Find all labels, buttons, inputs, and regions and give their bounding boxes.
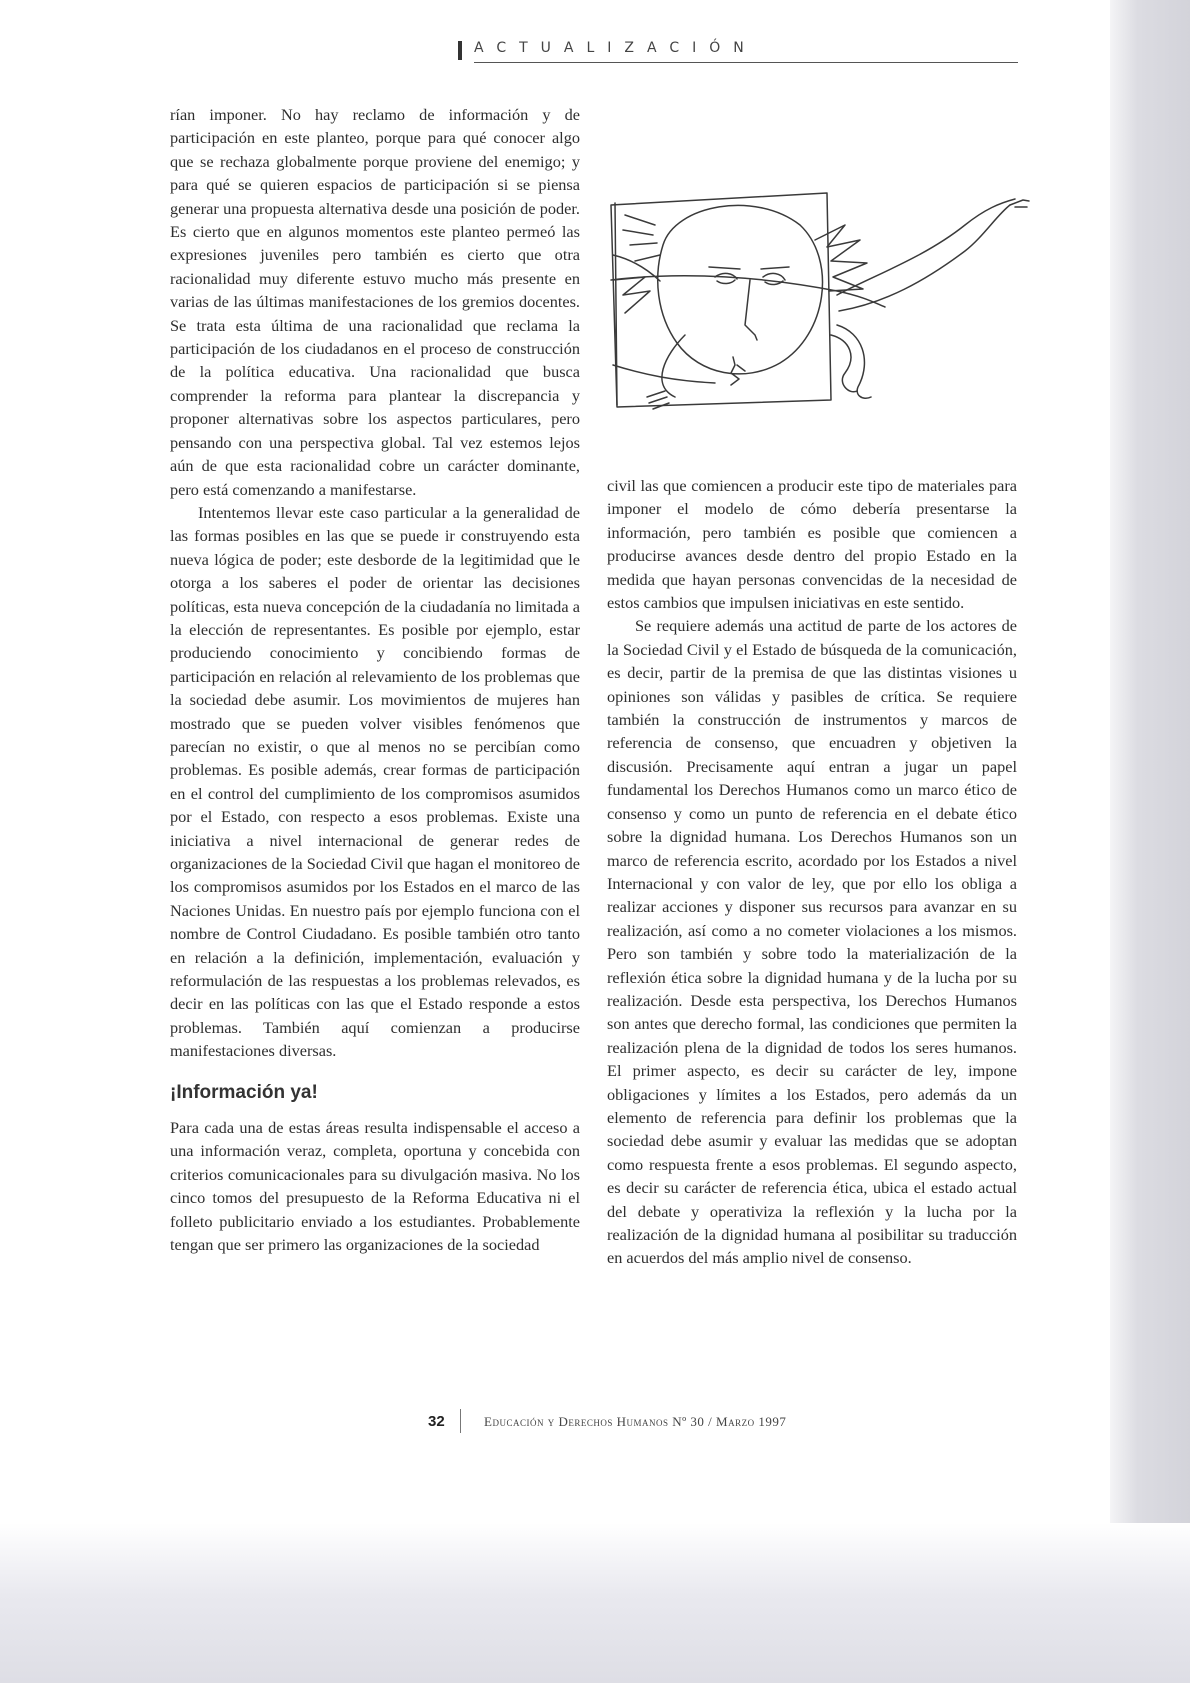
section-title: ACTUALIZACIÓN	[474, 40, 757, 56]
paragraph: civil las que comiencen a producir este tipo de materiales para imponer el modelo de cómo debería presentarse la información, pero también es posible que comiencen a producirse avances desde dentro del propio Estado en la medida que hayan personas convencidas de la necesidad de estos cambios que impulsen iniciativas en este sentido.	[607, 476, 1017, 613]
header-bar	[458, 41, 462, 60]
paragraph: Se requiere además una actitud de parte de los actores de la Sociedad Civil y el Estado de búsqueda de la comunicación, es decir, partir de la premisa de que las distintas visiones u opiniones son válidas y pasibles de crítica. Se requiere también la construcción de instrumentos y marcos de referencia de consenso, que encuadren y objetiven la discusión. Precisamente aquí entran a jugar un papel fundamental los Derechos Humanos como un marco ético de consenso y como un punto de referencia en el debate ético sobre la dignidad humana. Los Derechos Humanos son un marco de referencia escrito, acordado por los Estados a nivel Internacional y con valor de ley, que por ello los obliga a realizar acciones y disponer sus recursos para avanzar en su realización, así como a no cometer violaciones a los mismos. Pero son también y sobre todo la materialización de la reflexión ética sobre la dignidad humana y de la lucha por su realización. Desde esta perspectiva, los Derechos Humanos son antes que derecho formal, las condiciones que permiten la realización plena de la dignidad de todos los seres humanos. El primer aspecto, es decir su carácter de ley, impone obligaciones y límites a los Estados, pero además da un elemento de referencia para definir los problemas que la sociedad debe asumir y evaluar las medidas que se adoptan como respuesta frente a esos problemas. El segundo aspecto, es decir su carácter de referencia ética, ubica el estado actual del debate y operativiza la reflexión y la lucha por la realización de la dignidad humana al posibilitar su traducción en acuerdos del más amplio nivel de consenso.	[607, 616, 1017, 1268]
paragraph: Intentemos llevar este caso particular a la generalidad de las formas posibles en las que se puede ir construyendo esta nueva lógica de poder; este desborde de la legitimidad que le otorga a los saberes el poder de orientar las decisiones políticas, esta nueva concepción de la ciudadanía no limitada a la elección de representantes. Es posible por ejemplo, estar produciendo conocimiento y concibiendo formas de participación en relación al relevamiento de los problemas que la sociedad debe asumir. Los movimientos de mujeres han mostrado que se pueden volver visibles fenómenos que parecían no existir, o que al menos no se percibían como problemas. Es posible además, crear formas de participación en el control del cumplimiento de los compromisos asumidos por el Estado, con respecto a esos problemas. Existe una iniciativa a nivel internacional de generar redes de organizaciones de la Sociedad Civil que hagan el monitoreo de los compromisos asumidos por los Estados en el marco de las Naciones Unidas. En nuestro país por ejemplo funciona con el nombre de Control Ciudadano. Es posible también otro tanto en relación a la definición, implementación, evaluación y reformulación de las respuestas a los problemas relevados, es decir en las políticas con las que el Estado responde a estos problemas. También aquí comienzan a producirse manifestaciones diversas.	[170, 502, 580, 1061]
page-footer	[428, 1413, 888, 1435]
footer-separator	[460, 1409, 461, 1433]
header-rule	[474, 62, 1018, 64]
journal-citation: Educación y Derechos Humanos Nº 30 / Marzo 1997	[484, 1414, 787, 1429]
line-drawing-illustration	[605, 185, 1055, 430]
running-header	[458, 38, 1018, 66]
scan-shadow-right	[1110, 0, 1190, 1683]
paragraph: Para cada una de estas áreas resulta indispensable el acceso a una información veraz, completa, oportuna y concebida con criterios comunicacionales para su divulgación masiva. No los cinco tomos del presupuesto de la Reforma Educativa ni el folleto publicitario enviado a los estudiantes. Probablemente tengan que ser primero las organizaciones de la sociedad	[170, 1118, 580, 1255]
right-column	[607, 474, 1017, 1270]
page-number: 32	[428, 1413, 445, 1430]
section-heading: ¡Información ya!	[170, 1081, 318, 1103]
scan-shadow-bottom	[0, 1523, 1190, 1683]
paragraph: rían imponer. No hay reclamo de información y de participación en este planteo, porque para qué conocer algo que se rechaza globalmente porque proviene del enemigo; y para qué se quieren espacios de participación si se piensa generar una propuesta alternativa desde una posición de poder. Es cierto que en algunos momentos este planteo permeó las expresiones juveniles pero también es cierto que otra racionalidad muy diferente estuvo mucho más presente en varias de las últimas manifestaciones de los gremios docentes. Se trata esta última de una racionalidad que reclama la participación de los ciudadanos en el proceso de construcción de la política educativa. Una racionalidad que busca comprender la reforma para plantear la discrepancia y proponer alternativas sobre los aspectos particulares, pero pensando con una perspectiva global. Tal vez estemos lejos aún de que esta racionalidad cobre un carácter dominante, pero está comenzando a manifestarse.	[170, 105, 580, 499]
left-column	[170, 103, 580, 1257]
